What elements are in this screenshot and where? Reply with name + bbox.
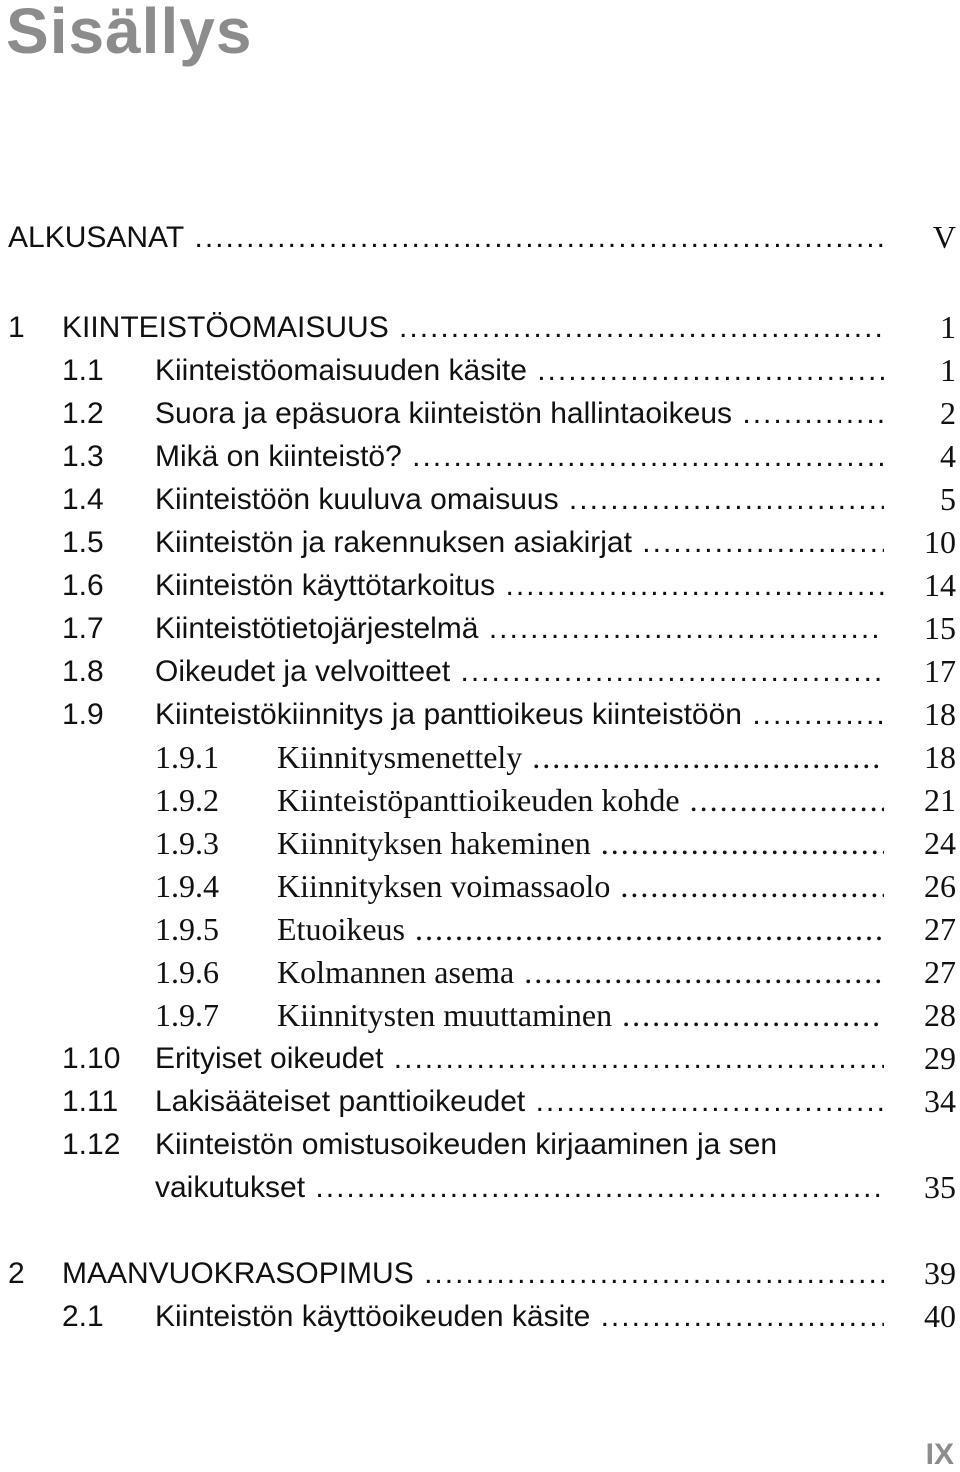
- page-number: IX: [925, 1438, 954, 1471]
- toc-entry-page: 29: [924, 1040, 956, 1076]
- toc-entry-page: 24: [924, 825, 956, 861]
- toc-entry-page: 26: [924, 868, 956, 904]
- toc-entry-number: 1: [8, 311, 25, 344]
- toc-entry-number: 1.9.6: [155, 954, 219, 990]
- toc-entry-title: Kiinteistöomaisuuden käsite .....: [155, 349, 884, 392]
- toc-entry-number: 1.9.4: [155, 868, 219, 904]
- toc-entry-number: 1.8: [62, 655, 104, 688]
- toc-entry[interactable]: [0, 607, 960, 650]
- toc-entry-title: Mikä on kiinteistö? .....: [155, 435, 884, 478]
- toc-entry-title: Kiinnityksen hakeminen .....: [277, 822, 884, 865]
- toc-entry-title: Kiinteistöön kuuluva omaisuus .....: [155, 478, 884, 521]
- toc-entry-title: Kiinnitysten muuttaminen .....: [277, 994, 884, 1037]
- toc-entry-title: Kiinteistön käyttöoikeuden käsite .....: [155, 1295, 884, 1338]
- page-title: Sisällys: [6, 0, 253, 67]
- toc-entry-page: 27: [924, 911, 956, 947]
- toc-entry[interactable]: [0, 994, 960, 1037]
- toc-entry-number: 1.9: [62, 698, 104, 731]
- toc-entry[interactable]: [0, 392, 960, 435]
- toc-entry-title: Oikeudet ja velvoitteet .....: [155, 650, 884, 693]
- toc-entry-number: 1.9.5: [155, 911, 219, 947]
- toc-entry[interactable]: [0, 822, 960, 865]
- toc-entry-title: Etuoikeus .....: [277, 908, 884, 951]
- toc-entry-title: MAANVUOKRASOPIMUS .....: [62, 1252, 884, 1295]
- toc-entry-number: 1.9.1: [155, 739, 219, 775]
- toc-entry-title: KIINTEISTÖOMAISUUS .....: [62, 306, 884, 349]
- toc-entry[interactable]: [0, 564, 960, 607]
- toc-entry-number: 1.10: [62, 1042, 121, 1075]
- toc-entry-page: 4: [940, 438, 956, 474]
- toc-entry-title: Kiinteistötietojärjestelmä .....: [155, 607, 884, 650]
- toc-entry-page: 15: [924, 610, 956, 646]
- toc-entry-page: 18: [924, 696, 956, 732]
- toc-entry[interactable]: [0, 865, 960, 908]
- toc-entry-continuation[interactable]: [0, 1166, 960, 1209]
- toc-entry-number: 1.1: [62, 354, 104, 387]
- toc-entry[interactable]: [0, 1295, 960, 1338]
- toc-entry-page: 39: [924, 1255, 956, 1291]
- toc-entry-number: 1.9.7: [155, 997, 219, 1033]
- toc-entry-title: Kiinteistön omistusoikeuden kirjaaminen ja sen: [155, 1128, 778, 1161]
- toc-entry-page: 28: [924, 997, 956, 1033]
- toc-entry-page: 40: [924, 1298, 956, 1334]
- toc-entry-page: 2: [940, 395, 956, 431]
- toc-entry[interactable]: [0, 349, 960, 392]
- toc-entry-number: 1.3: [62, 440, 104, 473]
- toc-entry-title: Kiinnityksen voimassaolo .....: [277, 865, 884, 908]
- toc-entry-page: 18: [924, 739, 956, 775]
- toc-entry-number: 1.11: [62, 1085, 119, 1118]
- toc-entry[interactable]: [0, 478, 960, 521]
- toc-entry[interactable]: [0, 306, 960, 349]
- toc-entry[interactable]: [0, 1123, 960, 1166]
- toc-entry-number: 1.9.3: [155, 825, 219, 861]
- toc-entry-title: vaikutukset .....: [155, 1166, 884, 1209]
- toc-entry-title: Kiinteistön käyttötarkoitus .....: [155, 564, 884, 607]
- toc-entry-title: Kiinnitysmenettely .....: [277, 736, 884, 779]
- toc-entry-number: 2.1: [62, 1300, 104, 1333]
- toc-entry-title: Lakisääteiset panttioikeudet .....: [155, 1080, 884, 1123]
- toc-entry[interactable]: [0, 908, 960, 951]
- toc-entry[interactable]: [0, 521, 960, 564]
- toc-entry[interactable]: [0, 1080, 960, 1123]
- toc-entry[interactable]: [0, 693, 960, 736]
- toc-entry-page: 10: [924, 524, 956, 560]
- toc-entry-number: 1.2: [62, 397, 104, 430]
- toc-entry-page: 27: [924, 954, 956, 990]
- toc-entry-page: 1: [940, 352, 956, 388]
- toc-entry[interactable]: [0, 1037, 960, 1080]
- toc-entry-page: 14: [924, 567, 956, 603]
- toc-entry-number: 1.4: [62, 483, 104, 516]
- toc-entry-page: 35: [924, 1169, 956, 1205]
- toc-entry[interactable]: [0, 650, 960, 693]
- toc-entry[interactable]: [0, 951, 960, 994]
- toc-entry-title: Kiinteistökiinnitys ja panttioikeus kiinteistöön .....: [155, 693, 884, 736]
- toc-entry-page: 1: [940, 309, 956, 345]
- toc-entry-title: Erityiset oikeudet .....: [155, 1037, 884, 1080]
- toc-entry[interactable]: [0, 216, 960, 259]
- toc-entry[interactable]: [0, 779, 960, 822]
- toc-entry-page: 34: [924, 1083, 956, 1119]
- toc-entry-number: 1.6: [62, 569, 104, 602]
- toc-entry-title: ALKUSANAT .....: [8, 216, 884, 259]
- toc-entry-title: Kolmannen asema .....: [277, 951, 884, 994]
- toc-entry-number: 1.12: [62, 1128, 121, 1161]
- toc-entry-page: V: [932, 219, 956, 255]
- toc-entry-title: Kiinteistöpanttioikeuden kohde .....: [277, 779, 884, 822]
- toc-entry-page: 21: [924, 782, 956, 818]
- toc-entry-number: 2: [8, 1257, 25, 1290]
- toc-entry-number: 1.5: [62, 526, 104, 559]
- toc-entry-page: 5: [940, 481, 956, 517]
- toc-entry-number: 1.9.2: [155, 782, 219, 818]
- toc-entry-page: 17: [924, 653, 956, 689]
- toc-entry[interactable]: [0, 736, 960, 779]
- toc-entry-title: Kiinteistön ja rakennuksen asiakirjat .....: [155, 521, 884, 564]
- toc-entry[interactable]: [0, 435, 960, 478]
- toc-entry-title: Suora ja epäsuora kiinteistön hallintaoikeus .....: [155, 392, 884, 435]
- toc-entry-number: 1.7: [62, 612, 104, 645]
- toc-entry[interactable]: [0, 1252, 960, 1295]
